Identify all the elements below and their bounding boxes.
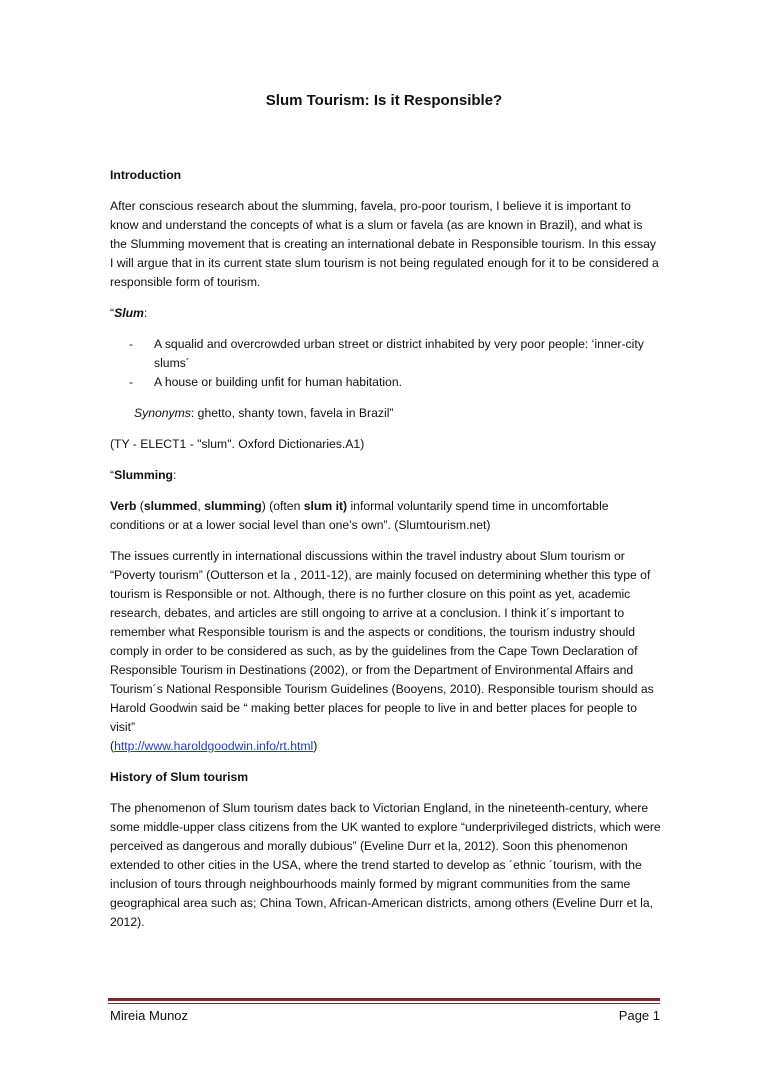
slumming-definition-heading: “Slumming: (110, 468, 177, 482)
footer-rule-thin (108, 1003, 660, 1004)
footer-rule (108, 998, 660, 1001)
section-heading-introduction: Introduction (110, 168, 182, 182)
issues-paragraph: The issues currently in international discussions within the travel industry about Slum tourism or “Poverty tourism” (Outterson et la , 2011-12), are mainly focused on determining whether this type of tourism is Responsible or not. Although, there is no further closure on this point as yet, academic research, debates, and articles are still ongoing to arrive at a conclusion. I think it´s important to remember what Responsible tourism is and the aspects or conditions, the tourism industry should comply in order to be considered as such, as by the guidelines from the Cape Town Declaration of Responsible Tourism in Destinations (2002), or from the Department of Environmental Affairs and Tourism´s National Responsible Tourism Guidelines (Booyens, 2010). Responsible tourism should as Harold Goodwin said be “ making better places for people to live in and better places for people to visit” (http://www.haroldgoodwin.info/rt.html) (110, 549, 654, 753)
goodwin-link[interactable]: http://www.haroldgoodwin.info/rt.html (114, 739, 314, 753)
list-item: - A house or building unfit for human habitation. (129, 375, 402, 389)
footer-page-number: Page 1 (618, 1008, 660, 1023)
list-item: - A squalid and overcrowded urban street or district inhabited by very poor people: ‘inner-city slums´ (129, 337, 644, 370)
slum-term: Slum (114, 306, 144, 320)
section-heading-history: History of Slum tourism (110, 770, 249, 784)
history-paragraph: The phenomenon of Slum tourism dates back to Victorian England, in the nineteenth-century, where some middle-upper class citizens from the UK wanted to explore “underprivileged districts, which were perceived as dangerous and morally dubious” (Eveline Durr et la, 2012). Soon this phenomenon extended to other cities in the USA, where the trend started to develop as ´ethnic ´tourism, with the inclusion of tours through neighbourhoods mainly formed by migrant communities from the same geographical area such as; China Town, African-American districts, among others (Eveline Durr et la, 2012). (110, 801, 661, 929)
intro-paragraph: After conscious research about the slumming, favela, pro-poor tourism, I believe it is important to know and understand the concepts of what is a slum or favela (as are known in Brazil), and what is the Slumming movement that is creating an international debate in Responsible tourism. In this essay I will argue that in its current state slum tourism is not being regulated enough for it to be considered a responsible form of tourism. (110, 199, 659, 289)
footer-author: Mireia Munoz (110, 1008, 189, 1023)
document-title: Slum Tourism: Is it Responsible? (265, 92, 503, 109)
slum-definition-heading: “Slum: (110, 306, 148, 320)
slum-definition-list (110, 335, 662, 392)
slumming-term: Slumming (114, 468, 173, 482)
citation-oxford: (TY - ELECT1 - "slum". Oxford Dictionaries.A1) (110, 437, 365, 451)
synonyms-line: Synonyms: ghetto, shanty town, favela in Brazil” (134, 406, 394, 420)
document-body (110, 166, 662, 944)
slumming-definition: Verb (slummed, slumming) (often slum it) informal voluntarily spend time in uncomfortable conditions or at a lower social level than one’s own”. (Slumtourism.net) (110, 499, 609, 532)
